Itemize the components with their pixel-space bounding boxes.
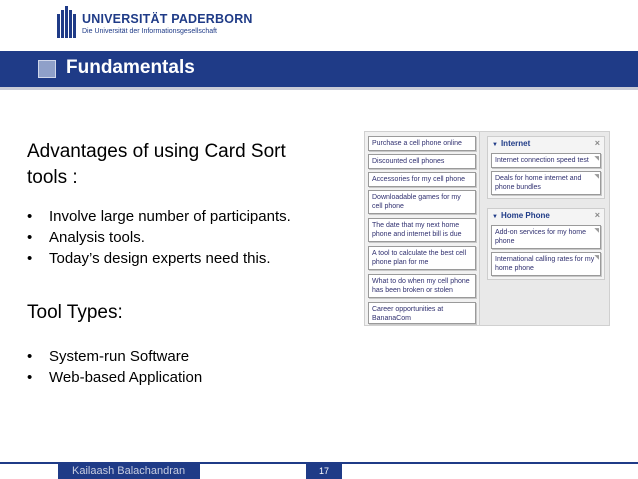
collapse-icon[interactable]: ▼ — [492, 214, 498, 220]
sort-card[interactable]: Downloadable games for my cell phone — [368, 190, 476, 214]
sort-card[interactable]: Add-on services for my home phone ◥ — [491, 225, 601, 249]
collapse-icon[interactable]: ▼ — [492, 142, 498, 148]
bullet-icon: • — [27, 229, 33, 246]
page-number: 17 — [306, 463, 342, 479]
card-corner-icon: ◥ — [594, 174, 599, 180]
slide-title: Fundamentals — [66, 57, 195, 78]
sort-card[interactable]: The date that my next home phone and internet bill is due — [368, 218, 476, 242]
university-logo — [57, 4, 253, 42]
sort-card[interactable]: Career opportunities at BananaCom — [368, 302, 476, 324]
card-sort-screenshot — [364, 131, 610, 326]
card-corner-icon: ◥ — [594, 228, 599, 234]
sort-card[interactable]: What to do when my cell phone has been broken or stolen — [368, 274, 476, 298]
tool-types-heading: Tool Types: — [27, 302, 123, 323]
list-item: • Analysis tools. — [27, 229, 145, 246]
unsorted-cards-panel — [365, 132, 480, 326]
group-title: Internet — [500, 139, 531, 148]
sort-card[interactable]: Discounted cell phones — [368, 154, 476, 169]
advantages-list — [27, 206, 291, 269]
title-bullet-icon — [38, 60, 56, 78]
bullet-icon: • — [27, 250, 33, 267]
group-home-phone — [487, 208, 605, 280]
bullet-icon: • — [27, 369, 33, 386]
card-corner-icon: ◥ — [594, 255, 599, 261]
bullet-icon: • — [27, 348, 33, 365]
list-item: • System-run Software — [27, 348, 190, 365]
list-item: • Web-based Application — [27, 369, 203, 386]
tool-types-list — [27, 346, 202, 388]
bullet-icon: • — [27, 208, 33, 225]
advantages-heading: Advantages of using Card Sort tools : — [27, 141, 286, 188]
sort-card[interactable]: Purchase a cell phone online — [368, 136, 476, 151]
logo-subtitle: Die Universität der Informationsgesellschaft — [82, 28, 218, 35]
group-title: Home Phone — [500, 211, 550, 220]
sort-card[interactable]: Internet connection speed test ◥ — [491, 153, 601, 168]
university-emblem-icon — [57, 4, 77, 38]
sort-card[interactable]: International calling rates for my home phone ◥ — [491, 252, 601, 276]
footer-author: Kailaash Balachandran — [58, 463, 200, 479]
list-item: • Today’s design experts need this. — [27, 250, 271, 267]
sort-card[interactable]: A tool to calculate the best cell phone plan for me — [368, 246, 476, 270]
close-icon[interactable]: × — [594, 210, 600, 220]
logo-name: UNIVERSITÄT PADERBORN — [82, 12, 253, 26]
sort-card[interactable]: Deals for home internet and phone bundles ◥ — [491, 171, 601, 195]
group-internet — [487, 136, 605, 199]
card-corner-icon: ◥ — [594, 156, 599, 162]
title-bar — [0, 51, 638, 87]
close-icon[interactable]: × — [594, 138, 600, 148]
list-item: • Involve large number of participants. — [27, 208, 291, 225]
sort-card[interactable]: Accessories for my cell phone — [368, 172, 476, 187]
